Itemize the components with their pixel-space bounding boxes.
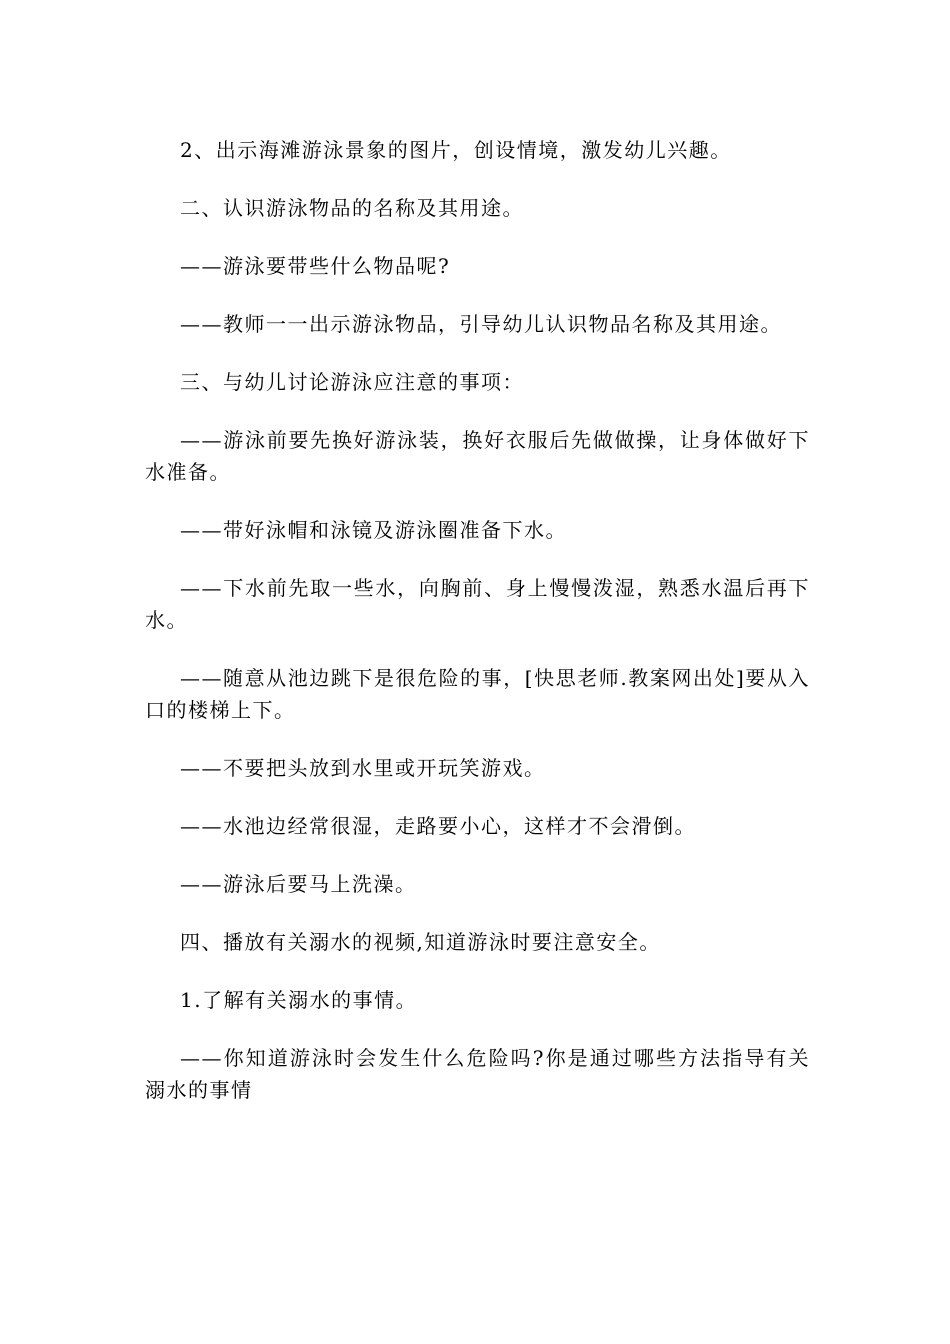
paragraph-question-items: ——游泳要带些什么物品呢? <box>180 254 451 278</box>
paragraph-change-and-warmup: ——游泳前要先换好游泳装，换好衣服后先做做操，让身体做好下水准备。 <box>145 428 810 484</box>
paragraph-learn-about-drowning: 1.了解有关溺水的事情。 <box>180 988 418 1012</box>
section-heading-know-swim-items: 二、认识游泳物品的名称及其用途。 <box>180 196 524 220</box>
paragraph-slippery-poolside: ——水池边经常很湿，走路要小心，这样才不会滑倒。 <box>180 814 696 838</box>
paragraph-wet-body-first: ——下水前先取一些水，向胸前、身上慢慢泼湿，熟悉水温后再下水。 <box>145 576 810 632</box>
paragraph-show-beach-pictures: 2、出示海滩游泳景象的图片，创设情境，激发幼儿兴趣。 <box>180 138 732 162</box>
section-heading-drowning-video: 四、播放有关溺水的视频,知道游泳时要注意安全。 <box>180 930 661 954</box>
paragraph-cap-goggles-ring: ——带好泳帽和泳镜及游泳圈准备下水。 <box>180 518 567 542</box>
paragraph-shower-after: ——游泳后要马上洗澡。 <box>180 872 417 896</box>
paragraph-no-jumping: ——随意从池边跳下是很危险的事，[快思老师.教案网出处]要从入口的楼梯上下。 <box>145 666 810 722</box>
document-body <box>145 134 810 1132</box>
section-heading-safety-notes: 三、与幼儿讨论游泳应注意的事项： <box>180 370 524 394</box>
paragraph-teacher-shows-items: ——教师一一出示游泳物品，引导幼儿认识物品名称及其用途。 <box>180 312 782 336</box>
paragraph-danger-question: ——你知道游泳时会发生什么危险吗?你是通过哪些方法指导有关溺水的事情 <box>145 1046 810 1102</box>
paragraph-no-head-under: ——不要把头放到水里或开玩笑游戏。 <box>180 756 546 780</box>
